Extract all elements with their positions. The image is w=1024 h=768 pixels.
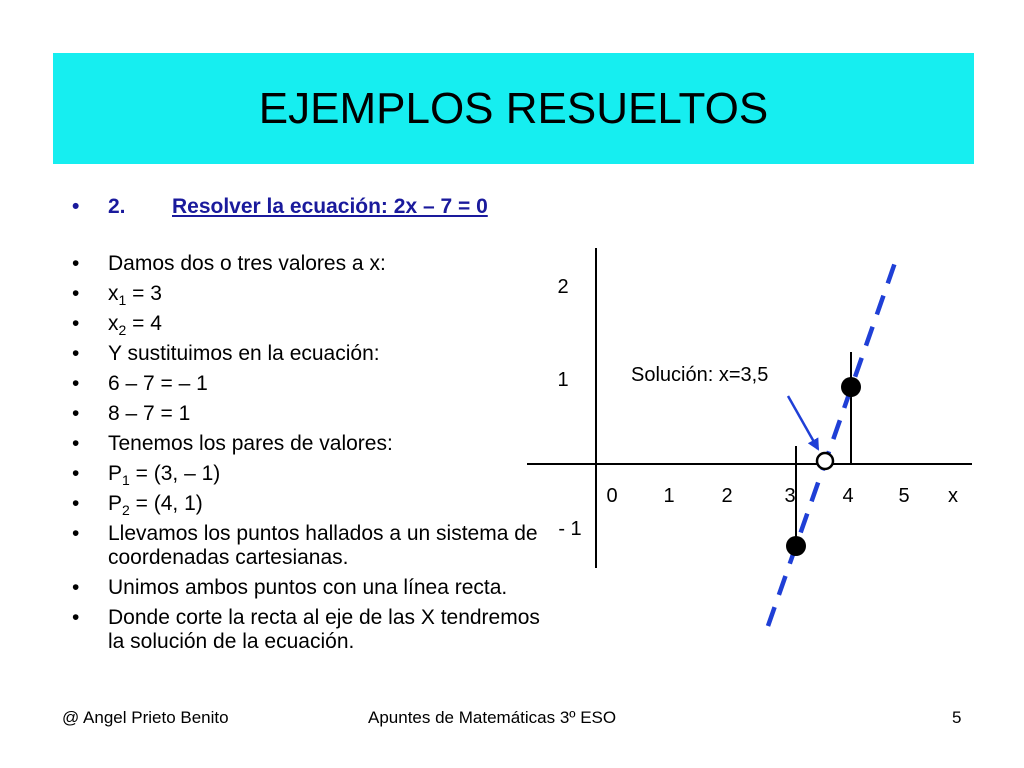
slide-title: EJEMPLOS RESUELTOS bbox=[258, 84, 769, 133]
x-tick-label: 0 bbox=[606, 485, 618, 507]
footer-course: Apuntes de Matemáticas 3º ESO bbox=[368, 708, 617, 727]
bullet-subscript: 2 bbox=[118, 322, 127, 338]
x-tick-label: 1 bbox=[663, 485, 675, 507]
exercise-statement: Resolver la ecuación: 2x – 7 = 0 bbox=[172, 195, 488, 218]
bullet-text: = (4, 1) bbox=[129, 492, 203, 515]
bullet-subscript: 1 bbox=[122, 472, 130, 488]
bullet-text: Tenemos los pares de valores: bbox=[108, 432, 393, 455]
point-p1 bbox=[786, 536, 806, 556]
bullet-var: P bbox=[108, 462, 123, 485]
bullet-text: Y sustituimos en la ecuación: bbox=[108, 342, 380, 365]
y-tick-label: 2 bbox=[557, 276, 569, 298]
bullet-text: Unimos ambos puntos con una línea recta. bbox=[108, 576, 508, 599]
y-tick-label: - 1 bbox=[558, 518, 582, 540]
bullet-text: = 3 bbox=[126, 282, 162, 305]
bullet-text: = (3, – 1) bbox=[129, 462, 221, 485]
bullet-text: Damos dos o tres valores a x: bbox=[108, 252, 386, 275]
bullet-subscript: 2 bbox=[122, 502, 130, 518]
x-tick-label: 2 bbox=[721, 485, 733, 507]
x-tick-label: 3 bbox=[784, 485, 796, 507]
x-tick-label: 5 bbox=[898, 485, 910, 507]
bullet-text: = 4 bbox=[126, 312, 162, 335]
bullet-text: Donde corte la recta al eje de las X tendremos la solución de la ecuación. bbox=[108, 606, 540, 653]
solution-point bbox=[817, 453, 833, 469]
y-tick-label: 1 bbox=[557, 369, 569, 391]
solution-line bbox=[768, 254, 898, 626]
bullet-var: x bbox=[108, 282, 119, 305]
footer-author: @ Angel Prieto Benito bbox=[62, 708, 229, 727]
bullet-text: 6 – 7 = – 1 bbox=[108, 372, 208, 395]
bullet-subscript: 1 bbox=[118, 292, 127, 308]
solution-annotation: Solución: x=3,5 bbox=[631, 364, 769, 386]
bullet-text: 8 – 7 = 1 bbox=[108, 402, 191, 425]
x-axis-label: x bbox=[948, 485, 958, 507]
bullet-text: Llevamos los puntos hallados a un sistema de coordenadas cartesianas. bbox=[108, 522, 538, 569]
exercise-number: 2. bbox=[108, 195, 126, 218]
point-p2 bbox=[841, 377, 861, 397]
bullet-var: P bbox=[108, 492, 123, 515]
footer-page-number: 5 bbox=[952, 708, 962, 727]
bullet-var: x bbox=[108, 312, 119, 335]
x-tick-label: 4 bbox=[842, 485, 854, 507]
annotation-arrow bbox=[788, 396, 818, 449]
